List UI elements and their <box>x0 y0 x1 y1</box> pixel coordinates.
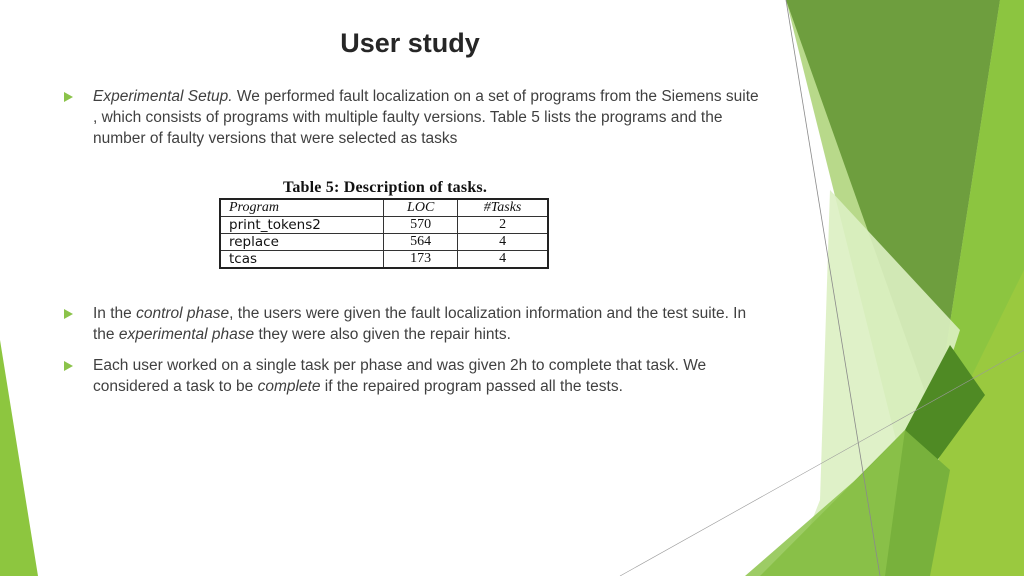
bullet-segment: Each user worked on a single task per phase and was given 2h to complete that task. We considered a task to be <box>93 357 707 395</box>
bullet-italic-segment: control phase <box>136 305 230 322</box>
tasks-table <box>219 198 549 269</box>
bullet-control-phase <box>64 303 764 345</box>
table-caption: Table 5: Description of tasks. <box>282 179 488 196</box>
bullet-segment: We performed fault localization on a set of programs from the Siemens suite , which consists of programs with multiple faulty versions. Table 5 lists the programs and the number of faulty versions that were selected as tasks <box>93 88 759 147</box>
table-cell-loc: 564 <box>384 234 458 251</box>
table-row <box>220 234 548 251</box>
table-row <box>220 217 548 234</box>
bullet-task-completion <box>64 355 764 397</box>
bullet-segment: if the repaired program passed all the tests. <box>320 378 623 395</box>
bullet-text <box>93 86 764 149</box>
table-cell-tasks: 4 <box>458 234 548 251</box>
bullet-italic-segment: complete <box>257 378 321 395</box>
bullet-italic-segment: experimental phase <box>118 326 255 343</box>
bullet-experimental-setup <box>64 86 764 149</box>
bullet-text <box>93 355 764 397</box>
table-header-row <box>220 199 548 217</box>
triangle-right-icon <box>64 361 73 371</box>
table-header-tasks: #Tasks <box>458 199 548 217</box>
table-cell-program: print_tokens2 <box>220 217 384 234</box>
table-cell-tasks: 4 <box>458 251 548 269</box>
bullet-segment: In the <box>93 305 137 322</box>
table-cell-program: tcas <box>220 251 384 269</box>
left-corner-shape <box>0 340 38 576</box>
table-cell-loc: 173 <box>384 251 458 269</box>
table-cell-program: replace <box>220 234 384 251</box>
bullet-text <box>93 303 764 345</box>
table-cell-tasks: 2 <box>458 217 548 234</box>
page-title: User study <box>340 28 480 58</box>
bullet-italic-segment: Experimental Setup. <box>93 88 233 105</box>
table-cell-loc: 570 <box>384 217 458 234</box>
bullet-segment: , the users were given the fault localization information and the test suite. In the <box>93 305 747 343</box>
bullet-segment: they were also given the repair hints. <box>254 326 511 343</box>
triangle-right-icon <box>64 309 73 319</box>
table-header-program: Program <box>220 199 384 217</box>
triangle-right-icon <box>64 92 73 102</box>
table-row <box>220 251 548 269</box>
table-header-loc: LOC <box>384 199 458 217</box>
tasks-table-figure <box>219 178 551 269</box>
